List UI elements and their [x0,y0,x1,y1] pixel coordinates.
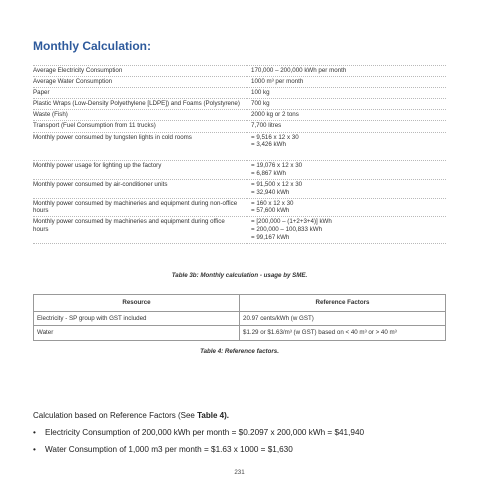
row-label: Waste (Fish) [33,110,247,121]
bullet-icon: • [33,428,36,437]
factor-cell: $1.29 or $1.63/m³ (w GST) based on < 40 m³ or > 40 m³ [240,326,446,341]
row-label: Monthly power usage for lighting up the factory [33,161,247,180]
bullet-icon: • [33,445,36,454]
table-row [33,198,446,217]
table-row [33,66,446,77]
factor-cell: 20.97 cents/kWh (w GST) [240,311,446,326]
resource-cell: Electricity - SP group with GST included [34,311,240,326]
row-label: Average Water Consumption [33,77,247,88]
table-header-row [34,295,446,312]
table-row [33,217,446,243]
column-header-resource: Resource [34,295,240,312]
row-label: Average Electricity Consumption [33,66,247,77]
table-row [33,121,446,132]
row-value: 2000 kg or 2 tons [247,110,446,121]
table-row [33,88,446,99]
row-label: Paper [33,88,247,99]
spacer-row [33,150,446,161]
table-row [33,161,446,180]
table-row [33,132,446,150]
row-value: = 19,076 x 12 x 30 = 6,867 kWh [247,161,446,180]
reference-factors-table [33,294,446,341]
row-value: 700 kg [247,99,446,110]
row-label: Monthly power consumed by machineries and equipment during office hours [33,217,247,243]
row-label: Transport (Fuel Consumption from 11 trucks) [33,121,247,132]
table-row [33,99,446,110]
table-row [34,326,446,341]
table-4-caption: Table 4: Reference factors. [200,348,279,355]
row-value: = [200,000 – (1+2+3+4)] kWh = 200,000 – 100,833 kWh = 99,167 kWh [247,217,446,243]
row-label: Plastic Wraps (Low-Density Polyethylene [LDPE]) and Foams (Polystyrene) [33,99,247,110]
row-value: 7,700 litres [247,121,446,132]
list-item [33,428,364,438]
table-4-reference: Table 4). [197,411,229,420]
usage-table [33,65,446,244]
table-3b-caption: Table 3b: Monthly calculation - usage by SME. [171,272,308,279]
table-row [34,311,446,326]
row-value: = 160 x 12 x 30 = 57,600 kWh [247,198,446,217]
row-value: 1000 m³ per month [247,77,446,88]
table-row [33,110,446,121]
row-label: Monthly power consumed by air-conditioner units [33,179,247,198]
list-item-text: Water Consumption of 1,000 m3 per month = $1.63 x 1000 = $1,630 [45,445,293,454]
calculation-list [33,428,364,462]
row-label: Monthly power consumed by tungsten lights in cold rooms [33,132,247,150]
resource-cell: Water [34,326,240,341]
row-value: 170,000 – 200,000 kWh per month [247,66,446,77]
row-value: = 91,500 x 12 x 30 = 32,940 kWh [247,179,446,198]
table-row [33,179,446,198]
list-item-text: Electricity Consumption of 200,000 kWh per month = $0.2097 x 200,000 kWh = $41,940 [45,428,365,437]
row-value: 100 kg [247,88,446,99]
column-header-reference-factors: Reference Factors [240,295,446,312]
section-heading: Monthly Calculation: [33,39,151,53]
row-value: = 9,516 x 12 x 30 = 3,426 kWh [247,132,446,150]
list-item [33,445,364,455]
page-number: 231 [234,469,245,476]
calculation-intro-text: Calculation based on Reference Factors (See [33,411,198,420]
row-label: Monthly power consumed by machineries and equipment during non-office hours [33,198,247,217]
calculation-intro [33,411,229,420]
table-row [33,77,446,88]
